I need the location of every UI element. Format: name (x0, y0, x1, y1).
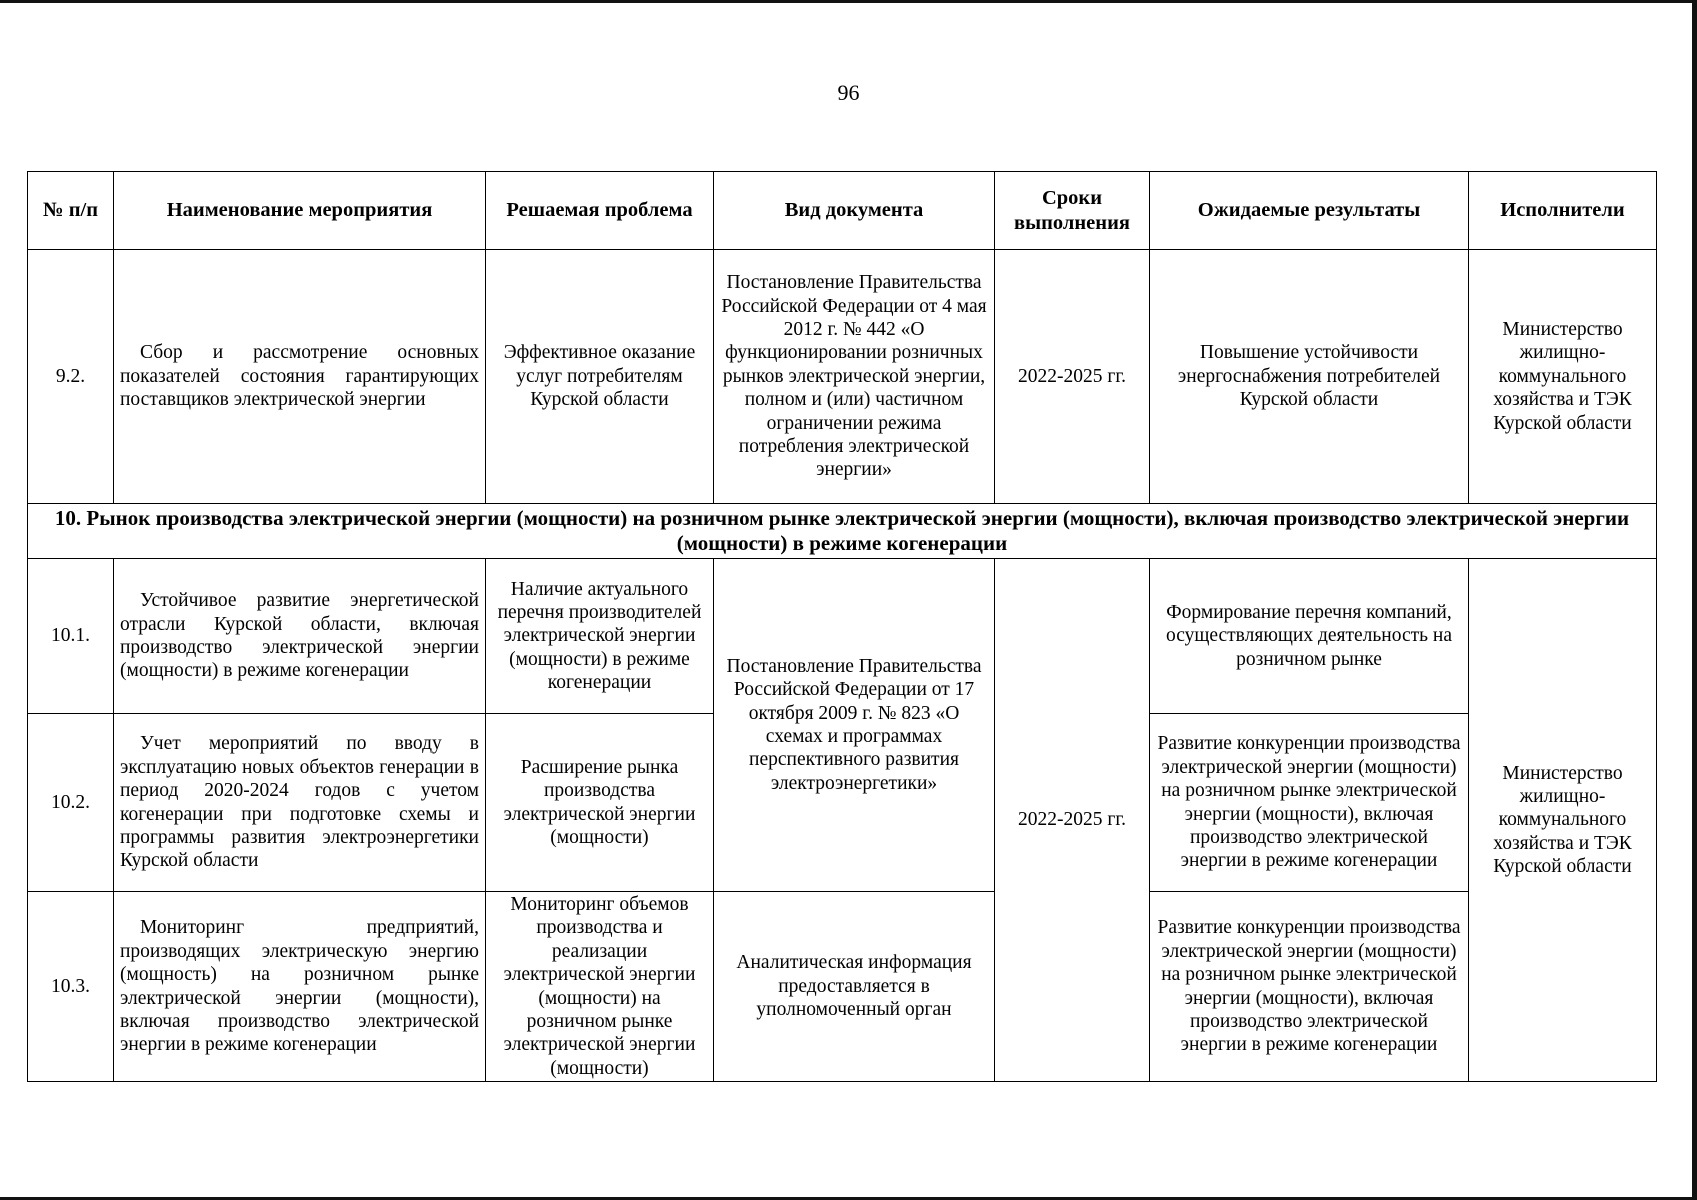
row-10-3-problem: Мониторинг объемов производства и реализации электрической энергии (мощности) на розничном рынке электрической энергии (мощности) (486, 892, 714, 1082)
row-10-term: 2022-2025 гг. (995, 559, 1150, 1082)
row-9-2-problem: Эффективное оказание услуг потребителям Курской области (486, 250, 714, 504)
header-name: Наименование мероприятия (114, 172, 486, 250)
row-10-1-num: 10.1. (28, 559, 114, 714)
row-10-exec: Министерство жилищно-коммунального хозяйства и ТЭК Курской области (1469, 559, 1657, 1082)
table-row (28, 892, 1657, 1082)
section-row (28, 504, 1657, 559)
measures-table (27, 171, 1657, 1082)
row-10-1-name: Устойчивое развитие энергетической отрасли Курской области, включая производство электрической энергии (мощности) в режиме когенерации (114, 559, 486, 714)
header-problem: Решаемая проблема (486, 172, 714, 250)
row-10-2-num: 10.2. (28, 714, 114, 892)
row-9-2-name: Сбор и рассмотрение основных показателей состояния гарантирующих поставщиков электрической энергии (114, 250, 486, 504)
row-10-3-num: 10.3. (28, 892, 114, 1082)
row-10-3-name: Мониторинг предприятий, производящих электрическую энергию (мощность) на розничном рынке электрической энергии (мощности), включая производство электрической энергии в режиме когенерации (114, 892, 486, 1082)
row-10-doc: Постановление Правительства Российской Федерации от 17 октября 2009 г. № 823 «О схемах и программах перспективного развития электроэнергетики» (714, 559, 995, 892)
row-10-1-result: Формирование перечня компаний, осуществляющих деятельность на розничном рынке (1150, 559, 1469, 714)
section-10-title: 10. Рынок производства электрической энергии (мощности) на розничном рынке электрической энергии (мощности), включая производство электрической энергии (мощности) в режиме когенерации (28, 504, 1657, 559)
row-9-2-num: 9.2. (28, 250, 114, 504)
row-9-2-exec: Министерство жилищно-коммунального хозяйства и ТЭК Курской области (1469, 250, 1657, 504)
header-term: Сроки выполнения (995, 172, 1150, 250)
header-doc: Вид документа (714, 172, 995, 250)
row-10-2-problem: Расширение рынка производства электрической энергии (мощности) (486, 714, 714, 892)
row-9-2-result: Повышение устойчивости энергоснабжения потребителей Курской области (1150, 250, 1469, 504)
row-10-3-doc: Аналитическая информация предоставляется в уполномоченный орган (714, 892, 995, 1082)
row-10-1-problem: Наличие актуального перечня производителей электрической энергии (мощности) в режиме когенерации (486, 559, 714, 714)
header-num: № п/п (28, 172, 114, 250)
row-9-2-term: 2022-2025 гг. (995, 250, 1150, 504)
row-10-2-result: Развитие конкуренции производства электрической энергии (мощности) на розничном рынке электрической энергии (мощности), включая производство электрической энергии в режиме когенерации (1150, 714, 1469, 892)
header-exec: Исполнители (1469, 172, 1657, 250)
table-row (28, 250, 1657, 504)
header-result: Ожидаемые результаты (1150, 172, 1469, 250)
scan-edge-right (1692, 0, 1697, 1200)
row-10-3-result: Развитие конкуренции производства электрической энергии (мощности) на розничном рынке электрической энергии (мощности), включая производство электрической энергии в режиме когенерации (1150, 892, 1469, 1082)
row-10-2-name: Учет мероприятий по вводу в эксплуатацию новых объектов генерации в период 2020-2024 годов с учетом когенерации при подготовке схемы и программы развития электроэнергетики Курской области (114, 714, 486, 892)
scan-edge-top (0, 0, 1697, 3)
table-row (28, 559, 1657, 714)
row-9-2-doc: Постановление Правительства Российской Федерации от 4 мая 2012 г. № 442 «О функционировании розничных рынков электрической энергии, полном и (или) частичном ограничении режима потребления электрической энергии» (714, 250, 995, 504)
page-number: 96 (837, 80, 860, 105)
header-row (28, 172, 1657, 250)
